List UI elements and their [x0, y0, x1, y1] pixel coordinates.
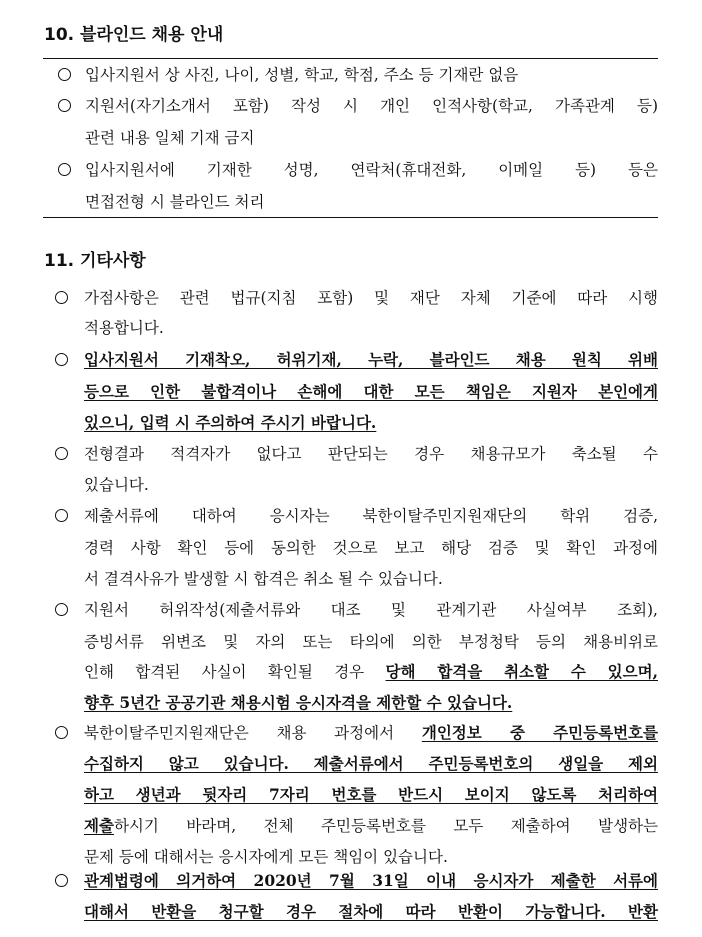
list-item-line [84, 784, 658, 806]
list-item-line [85, 127, 254, 149]
list-item-line [85, 64, 518, 86]
bullet-circle-icon [58, 99, 71, 112]
list-item-line [85, 159, 658, 181]
text-segment: 하시기 바라며, 전체 주민등록번호를 모두 제출하여 발생하는 [113, 817, 658, 835]
text-segment: 전형결과 적격자가 없다고 판단되는 경우 채용규모가 축소될 수 [84, 445, 658, 463]
section-10-bottom-rule [43, 217, 658, 218]
list-item-line [84, 722, 658, 744]
list-item-line [84, 505, 658, 527]
text-segment: 북한이탈주민지원재단은 채용 과정에서 [84, 724, 422, 742]
list-item-line [84, 474, 149, 496]
list-item-line [84, 317, 164, 339]
text-segment: 문제 등에 대해서는 응시자에게 모든 책임이 있습니다. [84, 848, 448, 866]
list-item-line [84, 381, 658, 403]
text-segment: 가점사항은 관련 법규(지침 포함) 및 재단 자체 기준에 따라 시행 [84, 289, 658, 307]
section-10-top-rule [43, 58, 658, 59]
list-item-line [84, 443, 658, 465]
text-segment: 대해서 반환을 청구할 경우 절차에 따라 반환이 가능합니다. 반환 [84, 902, 658, 921]
list-item-line [84, 901, 658, 923]
list-item-line [84, 753, 658, 775]
bullet-circle-icon [55, 726, 68, 739]
bullet-circle-icon [55, 874, 68, 887]
text-segment: 관련 내용 일체 기재 금지 [85, 129, 255, 147]
text-segment: 입사지원서 기재착오, 허위기재, 누락, 블라인드 채용 원칙 위배 [84, 350, 658, 369]
section-10-heading: 10. 블라인드 채용 안내 [44, 25, 224, 45]
text-segment: 관계법령에 의거하여 2020년 7월 31일 이내 응시자가 제출한 서류에 [84, 871, 658, 890]
text-segment: 증빙서류 위변조 및 자의 또는 타의에 의한 부정청탁 등의 채용비위로 [84, 633, 658, 651]
bullet-circle-icon [58, 68, 71, 81]
text-segment: 지원서(자기소개서 포함) 작성 시 개인 인적사항(학교, 가족관계 등) [85, 97, 658, 115]
bullet-circle-icon [55, 447, 68, 460]
text-segment: 인해 합격된 사실이 확인될 경우 [84, 663, 386, 681]
text-segment: 적용합니다. [84, 319, 164, 337]
text-segment: 향후 5년간 공공기관 채용시험 응시자격을 제한할 수 있습니다. [84, 693, 513, 712]
text-segment: 개인정보 중 주민등록번호를 [421, 723, 658, 742]
text-segment: 제출서류에 대하여 응시자는 북한이탈주민지원재단의 학위 검증, [84, 507, 658, 525]
list-item-line [85, 95, 658, 117]
text-segment: 당해 합격을 취소할 수 있으며, [385, 662, 658, 681]
list-item-line [84, 631, 658, 653]
text-segment: 입사지원서에 기재한 성명, 연락처(휴대전화, 이메일 등) 등은 [85, 161, 658, 179]
bullet-circle-icon [55, 603, 68, 616]
list-item-line [84, 815, 658, 837]
list-item-line [84, 692, 512, 714]
list-item-line [84, 870, 658, 892]
text-segment: 등으로 인한 불합격이나 손해에 대한 모든 책임은 지원자 본인에게 [84, 382, 658, 401]
text-segment: 제출 [84, 816, 114, 835]
text-segment: 하고 생년과 뒷자리 7자리 번호를 반드시 보이지 않도록 처리하여 [84, 785, 658, 804]
bullet-circle-icon [55, 353, 68, 366]
text-segment: 서 결격사유가 발생할 시 합격은 취소 될 수 있습니다. [84, 570, 443, 588]
text-segment: 면접전형 시 블라인드 처리 [85, 193, 265, 211]
bullet-circle-icon [55, 291, 68, 304]
text-segment: 있으니, 입력 시 주의하여 주시기 바랍니다. [84, 413, 377, 432]
list-item-line [84, 537, 658, 559]
list-item-line [84, 568, 443, 590]
text-segment: 입사지원서 상 사진, 나이, 성별, 학교, 학점, 주소 등 기재란 없음 [85, 66, 519, 84]
text-segment: 지원서 허위작성(제출서류와 대조 및 관계기관 사실여부 조회), [84, 601, 658, 619]
list-item-line [84, 412, 376, 434]
section-11-heading: 11. 기타사항 [44, 251, 146, 271]
list-item-line [84, 287, 658, 309]
list-item-line [84, 349, 658, 371]
list-item-line [84, 599, 658, 621]
bullet-circle-icon [58, 163, 71, 176]
list-item-line [84, 661, 658, 683]
list-item-line [84, 846, 448, 868]
text-segment: 수집하지 않고 있습니다. 제출서류에서 주민등록번호의 생일을 제외 [84, 754, 658, 773]
list-item-line [85, 191, 265, 213]
text-segment: 있습니다. [84, 476, 149, 494]
text-segment: 경력 사항 확인 등에 동의한 것으로 보고 해당 검증 및 확인 과정에 [84, 539, 658, 557]
bullet-circle-icon [55, 509, 68, 522]
